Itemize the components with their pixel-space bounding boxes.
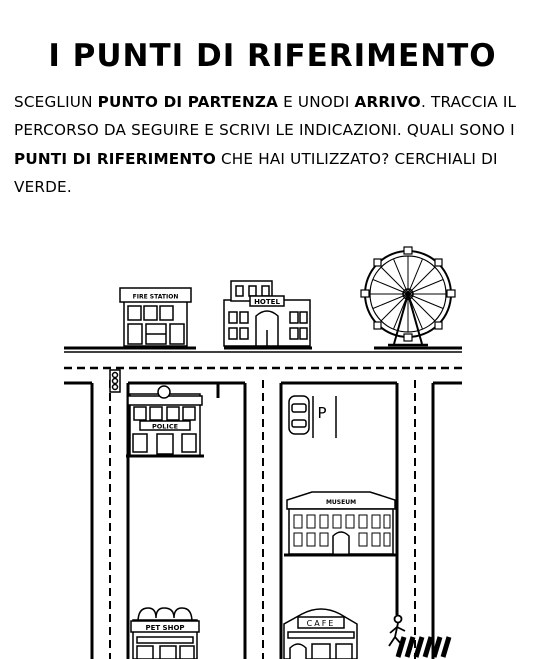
museum (284, 492, 398, 555)
hotel-sign: HOTEL (254, 298, 280, 306)
instructions-part-1: SCEGLIUN (14, 93, 98, 111)
parked-car (289, 396, 309, 434)
arrival-term: ARRIVO (354, 93, 421, 111)
pet-shop-sign: PET SHOP (145, 624, 185, 632)
parking-area (313, 396, 336, 438)
parking-sign: P (317, 404, 327, 422)
fire-station-sign: FIRE STATION (132, 293, 179, 301)
traffic-light (110, 370, 120, 392)
instructions-text (14, 88, 534, 201)
cafe (284, 609, 357, 659)
reference-points-term: PUNTI DI RIFERIMENTO (14, 149, 216, 168)
starting-point-term: PUNTO DI PARTENZA (97, 93, 279, 111)
museum-sign: MUSEUM (325, 499, 357, 506)
fire-station (120, 288, 191, 346)
instructions-part-2: E UNODI (278, 93, 355, 111)
ferris-wheel (361, 247, 455, 345)
city-map (0, 240, 545, 659)
police-sign: POLICE (151, 422, 179, 431)
hotel (224, 281, 310, 346)
cafe-sign: CAFE (306, 619, 336, 628)
pedestrian-crossing (389, 616, 449, 658)
top-road (64, 348, 462, 383)
police-station (126, 386, 204, 456)
instructions-part-3: . TRACCIA IL PERCORSO DA SEGUIRE E SCRIVI LE INDICAZIONI. QUALI SONO I (14, 93, 517, 140)
page-title: I PUNTI DI RIFERIMENTO (48, 38, 497, 74)
pet-shop (131, 608, 199, 659)
instructions-part-4: CHE HAI UTILIZZATO? CERCHIALI DI VERDE. (14, 149, 498, 196)
